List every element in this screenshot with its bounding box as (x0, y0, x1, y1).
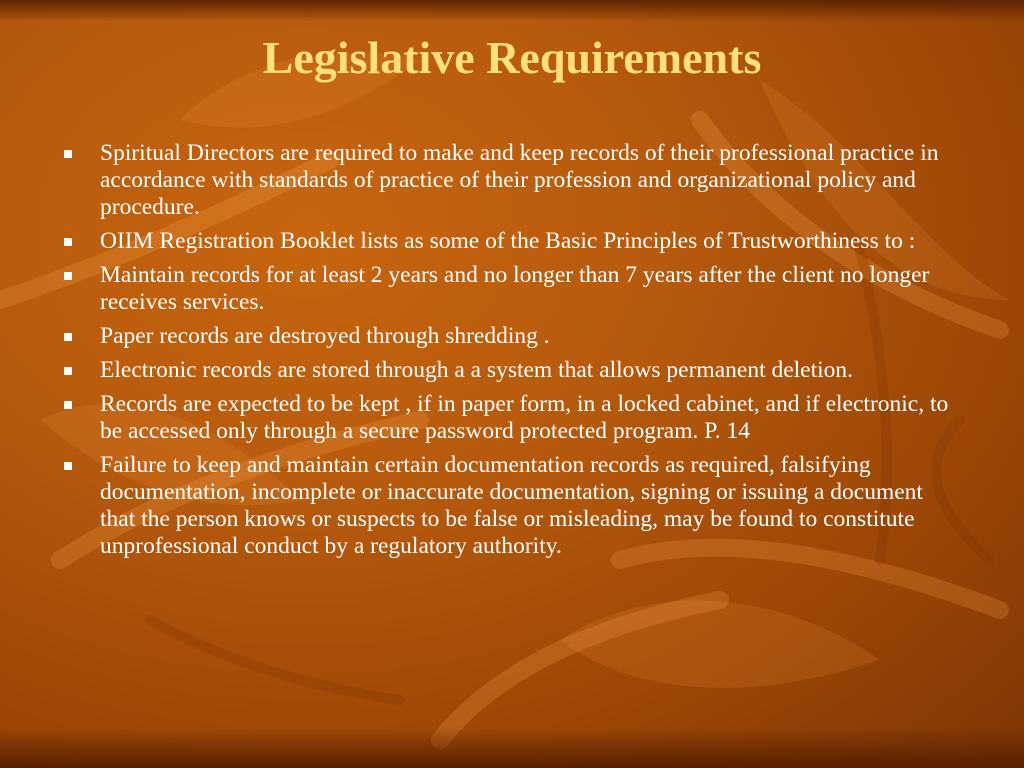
bullet-item (62, 357, 962, 384)
bullet-item (62, 228, 962, 255)
bullet-item (62, 323, 962, 350)
square-bullet-icon (64, 462, 72, 470)
bullet-text: Failure to keep and maintain certain documentation records as required, falsifying documentation, incomplete or inaccurate documentation, signing or issuing a document that the person knows or suspects to be false or misleading, may be found to constitute unprofessional conduct by a regulatory authority. (100, 452, 923, 559)
square-bullet-icon (64, 150, 72, 158)
bullet-item (62, 452, 962, 560)
square-bullet-icon (64, 333, 72, 341)
bullet-text: Electronic records are stored through a a system that allows permanent deletion. (100, 357, 854, 383)
square-bullet-icon (64, 272, 72, 280)
bullet-text: Maintain records for at least 2 years and no longer than 7 years after the client no longer receives services. (100, 262, 930, 315)
bullet-item (62, 391, 962, 445)
bullet-text: OIIM Registration Booklet lists as some of the Basic Principles of Trustworthiness to : (100, 228, 916, 254)
square-bullet-icon (64, 401, 72, 409)
bottom-shadow-band (0, 728, 1024, 768)
bullet-text: Records are expected to be kept , if in paper form, in a locked cabinet, and if electronic, to be accessed only through a secure password protected program. P. 14 (100, 391, 949, 444)
bullet-text: Paper records are destroyed through shredding . (100, 323, 550, 349)
bullet-list (62, 140, 962, 567)
square-bullet-icon (64, 238, 72, 246)
bullet-text: Spiritual Directors are required to make and keep records of their professional practice in accordance with standards of practice of their profession and organizational policy and procedure. (100, 140, 939, 220)
bullet-item (62, 140, 962, 221)
square-bullet-icon (64, 367, 72, 375)
bullet-item (62, 262, 962, 316)
slide-title: Legislative Requirements (262, 32, 762, 83)
